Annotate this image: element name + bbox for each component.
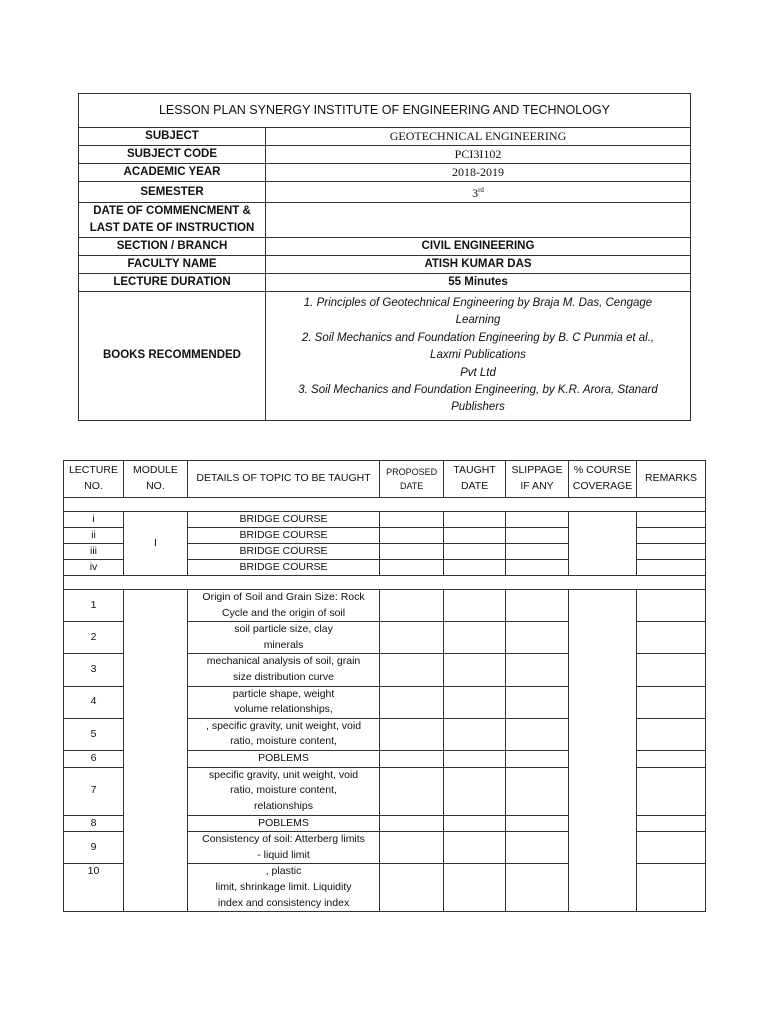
topic: , specific gravity, unit weight, void ratio, moisture content, <box>187 718 379 750</box>
dates-label-line2: LAST DATE OF INSTRUCTION <box>89 222 255 234</box>
col-remarks: REMARKS <box>637 461 706 498</box>
info-row-section <box>79 238 691 256</box>
lecture-no: 5 <box>64 718 124 750</box>
section-label: SECTION / BRANCH <box>79 238 266 256</box>
spacer-row <box>64 576 706 590</box>
lecture-no: iv <box>64 560 124 576</box>
module-no: I <box>123 512 187 576</box>
semester-number: 3 <box>472 186 479 200</box>
coverage-cell <box>569 590 637 912</box>
book-line: 1. Principles of Geotechnical Engineering by Braja M. Das, Cengage <box>303 297 653 309</box>
topic: mechanical analysis of soil, grain size distribution curve <box>187 654 379 686</box>
book-line: 3. Soil Mechanics and Foundation Engineering, by K.R. Arora, Stanard <box>298 384 658 397</box>
lecture-no: 6 <box>64 750 124 767</box>
topic: Consistency of soil: Atterberg limits - liquid limit <box>187 832 379 864</box>
lecture-no: 4 <box>64 686 124 718</box>
lecture-no: 10 <box>64 864 124 912</box>
info-row-books <box>79 292 691 421</box>
document-title: LESSON PLAN SYNERGY INSTITUTE OF ENGINEERING AND TECHNOLOGY <box>79 94 691 128</box>
book-line: 2. Soil Mechanics and Foundation Engineering by B. C Punmia et al., <box>301 331 655 344</box>
topic: particle shape, weight volume relationships, <box>187 686 379 718</box>
table-row <box>64 590 706 622</box>
subject-value: GEOTECHNICAL ENGINEERING <box>266 128 691 146</box>
info-row-dates <box>79 203 691 238</box>
subject-code-value: PCI3I102 <box>266 146 691 164</box>
lecture-no: 8 <box>64 815 124 832</box>
module-no-cell <box>123 590 187 912</box>
subject-code-label: SUBJECT CODE <box>79 146 266 164</box>
section-value: CIVIL ENGINEERING <box>266 238 691 256</box>
book-line: Pvt Ltd <box>460 366 496 379</box>
semester-label: SEMESTER <box>79 182 266 203</box>
lecture-no: 7 <box>64 767 124 815</box>
lecture-no: 2 <box>64 622 124 654</box>
plan-header-row <box>64 461 706 498</box>
table-row <box>64 512 706 528</box>
books-list <box>266 292 691 421</box>
semester-value <box>266 182 691 203</box>
col-proposed-date: PROPOSED DATE <box>380 461 444 498</box>
faculty-value: ATISH KUMAR DAS <box>266 256 691 274</box>
topic: specific gravity, unit weight, void ratio, moisture content, relationships <box>187 767 379 815</box>
academic-year-value: 2018-2019 <box>266 164 691 182</box>
info-row-academic-year <box>79 164 691 182</box>
lecture-no: 9 <box>64 832 124 864</box>
lecture-no: 1 <box>64 590 124 622</box>
info-row-faculty <box>79 256 691 274</box>
topic: Origin of Soil and Grain Size: Rock Cycle and the origin of soil <box>187 590 379 622</box>
lecture-no: 3 <box>64 654 124 686</box>
coverage-cell <box>569 512 637 576</box>
duration-value: 55 Minutes <box>266 274 691 292</box>
book-line: Learning <box>455 314 501 327</box>
col-taught-date: TAUGHT DATE <box>444 461 506 498</box>
duration-label: LECTURE DURATION <box>79 274 266 292</box>
subject-label: SUBJECT <box>79 128 266 146</box>
info-row-subject <box>79 128 691 146</box>
col-coverage: % COURSE COVERAGE <box>569 461 637 498</box>
dates-label <box>79 203 266 238</box>
col-module-no: MODULE NO. <box>123 461 187 498</box>
academic-year-label: ACADEMIC YEAR <box>79 164 266 182</box>
info-row-subject-code <box>79 146 691 164</box>
col-slippage: SLIPPAGE IF ANY <box>506 461 569 498</box>
dates-value <box>266 203 691 238</box>
topic: BRIDGE COURSE <box>187 544 379 560</box>
books-label: BOOKS RECOMMENDED <box>79 292 266 421</box>
col-lecture-no: LECTURE NO. <box>64 461 124 498</box>
lesson-plan-info-table <box>78 93 691 421</box>
spacer-row <box>64 498 706 512</box>
lecture-no: iii <box>64 544 124 560</box>
lecture-no: i <box>64 512 124 528</box>
topic: soil particle size, clay minerals <box>187 622 379 654</box>
topic: POBLEMS <box>187 750 379 767</box>
topic: , plastic limit, shrinkage limit. Liquidity index and consistency index <box>187 864 379 912</box>
faculty-label: FACULTY NAME <box>79 256 266 274</box>
book-line: Publishers <box>451 401 505 414</box>
topic: POBLEMS <box>187 815 379 832</box>
topic: BRIDGE COURSE <box>187 512 379 528</box>
book-line: Laxmi Publications <box>430 349 526 362</box>
dates-label-line1: DATE OF COMMENCMENT & <box>93 205 251 217</box>
topic: BRIDGE COURSE <box>187 528 379 544</box>
semester-suffix: rd <box>478 186 484 194</box>
lecture-plan-table <box>63 460 706 912</box>
info-row-semester <box>79 182 691 203</box>
col-details: DETAILS OF TOPIC TO BE TAUGHT <box>187 461 379 498</box>
info-row-duration <box>79 274 691 292</box>
lecture-no: ii <box>64 528 124 544</box>
topic: BRIDGE COURSE <box>187 560 379 576</box>
